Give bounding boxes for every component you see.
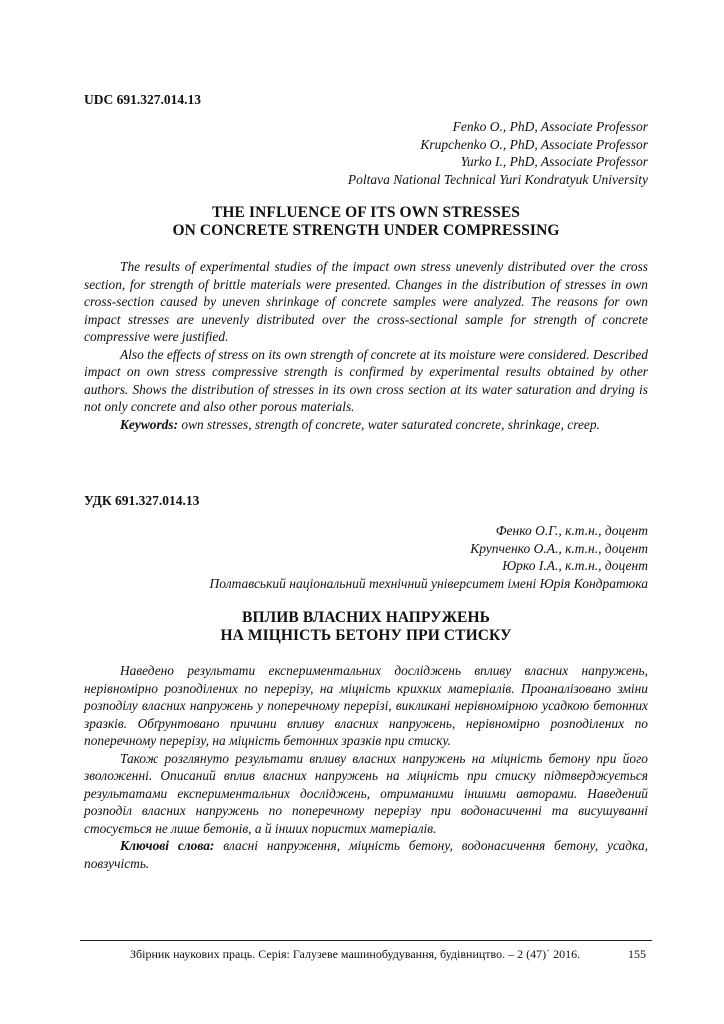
footer-divider	[80, 940, 652, 941]
title-line: ВПЛИВ ВЛАСНИХ НАПРУЖЕНЬ	[242, 609, 490, 626]
keywords-label: Ключові слова:	[120, 838, 215, 853]
abstract-paragraph: Наведено результати експериментальних досліджень впливу власних напружень, нерівномірно розподілених по перерізу, на міцність крихких матеріалів. Проаналізовано зміни розподілу власних напружень у поперечному перерізі, викликані нерівномірною усадкою бетонних зразків. Обґрунтовано причини впливу власних напружень, нерівномірно розподілених по поперечному перерізу, на міцність бетонних зразків при стиску.	[84, 663, 648, 748]
author-line: Фенко О.Г., к.т.н., доцент	[495, 523, 648, 538]
authors-block-uk	[84, 522, 648, 592]
abstract-paragraph: Також розглянуто результати впливу власних напружень на міцність бетону при його зволоженні. Описаний вплив власних напружень на міцність при стиску підтверджується результатами експериментальних досліджень, отриманими іншими авторами. Наведений розподіл власних напружень по поперечному перерізу при водонасиченні та висушуванні стосується не лише бетонів, а й інших пористих матеріалів.	[84, 750, 648, 836]
keywords-label: Keywords:	[120, 416, 179, 432]
affiliation-line: Poltava National Technical Yuri Kondratyuk University	[347, 171, 648, 187]
paper-title-en	[84, 204, 648, 240]
journal-citation: Збірник наукових праць. Серія: Галузеве машинобудування, будівництво. – 2 (47)΄ 2016.	[130, 947, 581, 961]
abstract-paragraph: The results of experimental studies of the impact own stress unevenly distributed over the cross section, for strength of brittle materials were presented. Changes in the distribution of stresses in own cross-section caused by uneven shrinkage of concrete samples were analyzed. The reasons for own impact stresses are unevenly distributed over the cross-sectional sample for strength of concrete compressive were justified.	[84, 259, 648, 344]
author-line: Крупченко О.А., к.т.н., доцент	[470, 540, 648, 556]
udc-code-en: UDC 691.327.014.13	[84, 92, 201, 107]
keywords-line	[84, 837, 648, 872]
title-line: НА МІЦНІСТЬ БЕТОНУ ПРИ СТИСКУ	[220, 627, 512, 644]
author-line: Yurko I., PhD, Associate Professor	[460, 154, 648, 169]
keywords-line	[84, 416, 648, 434]
abstract-en	[84, 258, 648, 433]
paper-title-uk	[84, 609, 648, 645]
keywords-text: own stresses, strength of concrete, water saturated concrete, shrinkage, creep.	[178, 416, 600, 432]
abstract-paragraph: Also the effects of stress on its own strength of concrete at its moisture were considered. Described impact on own stress compressive strength is confirmed by experimental results obtained by other authors. Shows the distribution of stresses in its own cross section at its water saturation and drying is not only concrete and also other porous materials.	[84, 346, 648, 414]
title-line: THE INFLUENCE OF ITS OWN STRESSES	[211, 204, 521, 221]
author-line: Krupchenko O., PhD, Associate Professor	[420, 136, 648, 152]
udc-code-uk: УДК 691.327.014.13	[84, 493, 200, 508]
author-line: Юрко І.А., к.т.н., доцент	[502, 558, 648, 573]
page-number: 155	[628, 947, 646, 961]
keywords-text: власні напруження, міцність бетону, водонасичення бетону, усадка, повзучість.	[84, 838, 648, 871]
affiliation-line: Полтавський національний технічний університет імені Юрія Кондратюка	[209, 575, 648, 591]
authors-block-en	[84, 118, 648, 188]
title-line: ON CONCRETE STRENGTH UNDER COMPRESSING	[172, 222, 560, 239]
author-line: Fenko O., PhD, Associate Professor	[452, 119, 648, 134]
abstract-uk	[84, 662, 648, 872]
